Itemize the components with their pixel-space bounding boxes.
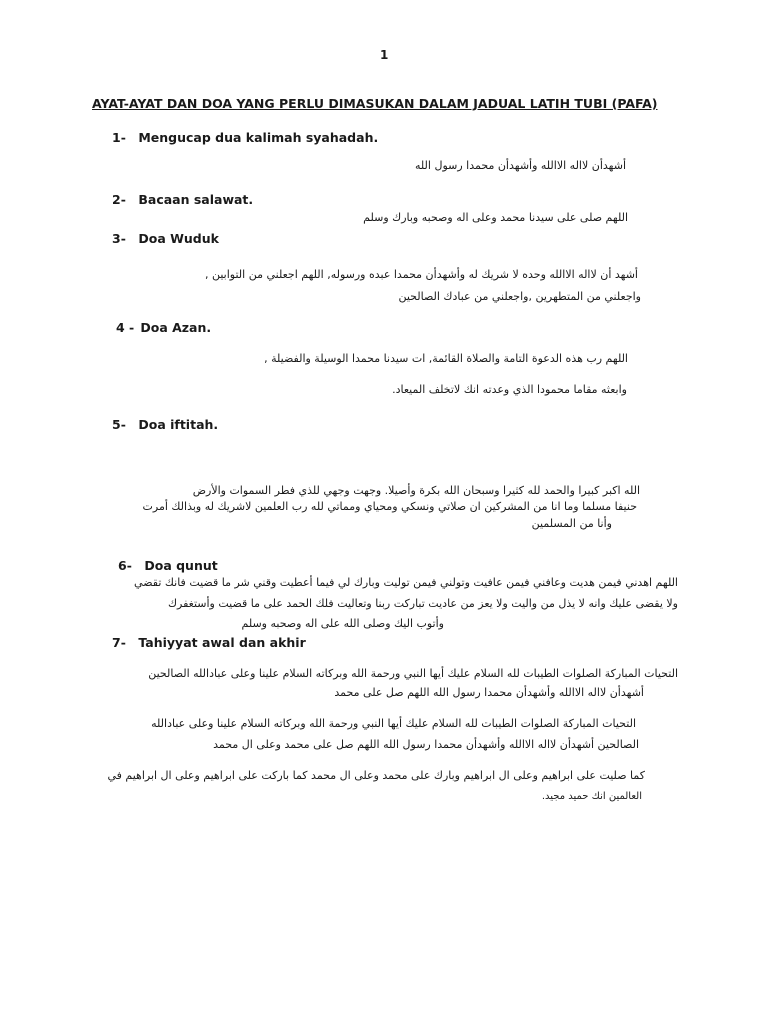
arabic-line-7-6: العالمين انك حميد مجيد. [541, 791, 642, 802]
arabic-line-6-1: اللهم اهدني فيمن هديت وعافني فيمن عافيت وتولني فيمن توليت وبارك لي فيما أعطيت وقني شر ما قضيت فانك تقضي [134, 576, 678, 589]
arabic-line-3-1: أشهد أن لااله الاالله وحده لا شريك له وأشهدأن محمدا عبده ورسوله, اللهم اجعلني من التوابين , [205, 268, 638, 281]
arabic-line-5-1: الله اكبر كبيرا والحمد لله كثيرا وسبحان الله بكرة وأصيلا. وجهت وجهي للذي فطر السموات والأرض [192, 484, 640, 497]
arabic-line-1-1: أشهدأن لااله الاالله وأشهدأن محمدا رسول الله [415, 159, 626, 172]
arabic-line-2-1: اللهم صلى على سيدنا محمد وعلى اله وصحبه وبارك وسلم [363, 211, 628, 224]
section-title-4: Doa Azan. [140, 320, 212, 335]
arabic-line-3-2: واجعلني من المتطهرين ,واجعلني من عبادك الصالحين [398, 290, 641, 303]
section-number-1: 1- [112, 130, 126, 145]
section-heading-6 [118, 558, 218, 573]
section-number-6: 6- [118, 558, 132, 573]
section-title-5: Doa iftitah. [138, 417, 219, 432]
section-number-3: 3- [112, 231, 126, 246]
arabic-line-7-2: أشهدأن لااله الاالله وأشهدأن محمدا رسول الله اللهم صل على محمد [334, 686, 644, 699]
arabic-line-5-2: حنيفا مسلما وما انا من المشركين ان صلاتي ونسكي ومحياي ومماتي لله رب العلمين لاشريك له وبذالك أمرت [142, 500, 637, 513]
section-number-7: 7- [112, 635, 126, 650]
arabic-line-7-5: كما صليت على ابراهيم وعلى ال ابراهيم وبارك على محمد وعلى ال محمد كما باركت على ابراهيم وعلى ال ابراهيم في [107, 769, 645, 782]
document-title: AYAT-AYAT DAN DOA YANG PERLU DIMASUKAN DALAM JADUAL LATIH TUBI (PAFA) [92, 96, 658, 111]
section-heading-3 [112, 231, 219, 246]
arabic-line-4-1: اللهم رب هذه الدعوة التامة والصلاة القائمة, ات سيدنا محمدا الوسيلة والفضيلة , [264, 352, 628, 365]
section-number-4: 4 - [116, 320, 135, 335]
arabic-line-7-3: التحيات المباركة الصلوات الطيبات لله السلام عليك أيها النبي ورحمة الله وبركاته السلام علينا وعلى عبادالله [151, 717, 636, 730]
section-title-2: Bacaan salawat. [138, 192, 254, 207]
section-heading-4 [116, 320, 211, 335]
section-title-6: Doa qunut [144, 558, 218, 573]
section-heading-7 [112, 635, 306, 650]
section-number-5: 5- [112, 417, 126, 432]
arabic-line-6-3: وأتوب اليك وصلى الله على اله وصحبه وسلم [241, 617, 444, 630]
section-heading-1 [112, 130, 378, 145]
section-title-1: Mengucap dua kalimah syahadah. [138, 130, 379, 145]
arabic-line-6-2: ولا يقضى عليك وانه لا يذل من واليت ولا يعز من عاديت تباركت ربنا وتعاليت فلك الحمد على ما قضيت وأستغفرك [167, 597, 678, 610]
section-heading-2 [112, 192, 253, 207]
arabic-line-5-3: وأنا من المسلمين [531, 517, 612, 530]
arabic-line-7-1: التحيات المباركة الصلوات الطيبات لله السلام عليك أيها النبي ورحمة الله وبركاته السلام علينا وعلى عبادالله الصالحين [148, 667, 678, 680]
page-number: 1 [380, 48, 389, 62]
arabic-line-7-4: الصالحين أشهدأن لااله الاالله وأشهدأن محمدا رسول الله اللهم صل على محمد وعلى ال محمد [213, 738, 639, 751]
section-title-7: Tahiyyat awal dan akhir [138, 635, 306, 650]
section-heading-5 [112, 417, 218, 432]
section-number-2: 2- [112, 192, 126, 207]
arabic-line-4-2: وابعثه مقاما محمودا الذي وعدته انك لاتخلف الميعاد. [392, 383, 627, 396]
section-title-3: Doa Wuduk [138, 231, 219, 246]
